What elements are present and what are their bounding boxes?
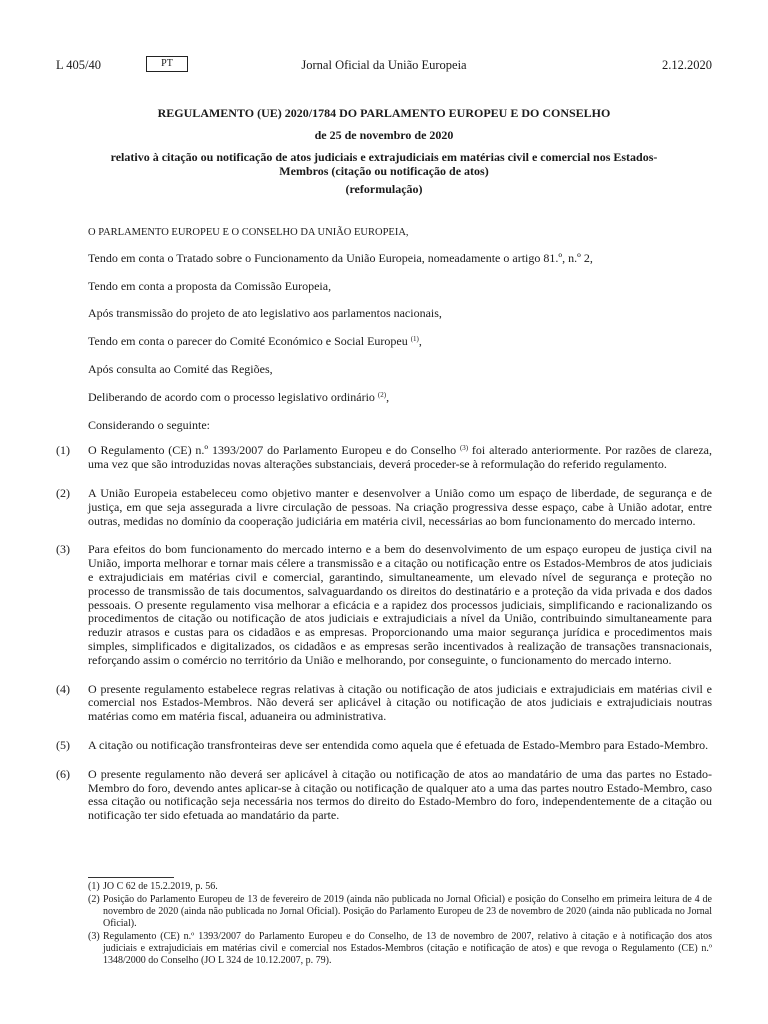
recital-text [88, 444, 712, 472]
recital-text: Para efeitos do bom funcionamento do mercado interno e a bem do desenvolvimento de um espaço europeu de justiça civil na União, importa melhorar e tornar mais célere a transmissão e a citação ou notificação entre os Estados-Membros de atos judiciais e extrajudiciais em matérias civil e comercial, garantindo, simultaneamente, um elevado nível de segurança e proteção no processo de transmissão de tais documentos, salvaguardando os direitos do destinatário e a proteção da vida privada e dos dados pessoais. O presente regulamento visa melhorar a eficácia e a rapidez dos processos judiciais, simplificando e racionalizando os procedimentos de citação ou notificação de atos judiciais e extrajudiciais a nível da União, contribuindo simultaneamente para reduzir atrasos e custas para os cidadãos e as empresas. Proporcionando uma maior segurança jurídica e procedimentos mais simples, simplificados e digitalizados, os cidadãos e as empresas serão incentivados à realização de transações transnacionais, reforçando assim o comércio no território da União e melhorando, por conseguinte, o funcionamento do mercado interno. [88, 542, 712, 667]
footnote-ref[interactable]: (2) [377, 390, 387, 399]
recital-text: A União Europeia estabeleceu como objetivo manter e desenvolver a União como um espaço de liberdade, de segurança e de justiça, em que seja assegurada a livre circulação de pessoas. Na criação progressiva desse espaço, cabe à União adotar, entre outras, medidas no domínio da cooperação judiciária em matéria civil, necessárias ao bom funcionamento do mercado interno. [88, 485, 712, 528]
page-reference: L 405/40 [56, 58, 102, 72]
footnote-number: (2) [88, 894, 100, 905]
language-badge: PT [146, 56, 188, 72]
footnote-divider [88, 877, 174, 878]
citation-text: Deliberando de acordo com o processo legislativo ordinário [88, 389, 375, 404]
footnote-text: Posição do Parlamento Europeu de 13 de fevereiro de 2019 (ainda não publicada no Jornal Oficial) e posição do Conselho em primeira leitura de 4 de novembro de 2020 (ainda não publicada no Jornal Oficial). Posição do Parlamento Europeu de 23 de novembro de 2020 (ainda não publicada no Jornal Oficial). [103, 894, 712, 929]
citation-tail: , [386, 389, 390, 404]
footnote-text: JO C 62 de 15.2.2019, p. 56. [103, 881, 218, 892]
citation-text: Tendo em conta o parecer do Comité Económico e Social Europeu [88, 334, 408, 349]
considering-heading: Considerando o seguinte: [88, 417, 210, 432]
recital-number: (2) [56, 485, 70, 500]
journal-title: Jornal Oficial da União Europeia [301, 58, 467, 72]
recital [56, 487, 712, 528]
recital-text: O presente regulamento não deverá ser aplicável à citação ou notificação de atos ao mandatário de uma das partes no Estado-Membro do foro, devendo antes aplicar-se à citação ou notificação de qualquer ato a uma das partes noutro Estado-Membro, caso essa citação ou notificação seja necessária nos termos do direito do Estado-Membro do foro, independentemente de a citação ou notificação ter sido efetuada ao mandatário da parte. [88, 766, 712, 823]
recital-number: (4) [56, 681, 70, 696]
recital [56, 543, 712, 667]
citation [88, 335, 712, 349]
footnotes [88, 881, 712, 968]
footnote-ref[interactable]: (3) [459, 444, 469, 453]
citation-tail: , [418, 334, 422, 349]
recital-text: A citação ou notificação transfronteiras deve ser entendida como aquela que é efetuada de Estado-Membro para Estado-Membro. [88, 737, 709, 752]
regulation-subject: relativo à citação ou notificação de atos judiciais e extrajudiciais em matérias civil e comercial nos Estados-Membros (citação ou notificação de atos) [110, 150, 658, 178]
recital-text-part: foi alterado anteriormente. Por razões de clareza, uma vez que são introduzidas novas alterações substanciais, deverá proceder-se à reformulação do referido regulamento. [88, 443, 712, 472]
regulation-date: de 25 de novembro de 2020 [314, 128, 454, 142]
regulation-title-block [88, 106, 680, 196]
recital-number: (6) [56, 766, 70, 781]
recital-number: (1) [56, 443, 70, 458]
recital-number: (3) [56, 542, 70, 557]
recital-number: (5) [56, 737, 70, 752]
footnote-ref[interactable]: (1) [410, 335, 419, 344]
footnote [88, 894, 712, 930]
footnote-number: (1) [88, 881, 100, 892]
footnote [88, 931, 712, 967]
citation: Tendo em conta o Tratado sobre o Funcionamento da União Europeia, nomeadamente o artigo 81.º, n.º 2, [88, 250, 593, 265]
citation: Após transmissão do projeto de ato legislativo aos parlamentos nacionais, [88, 306, 442, 321]
recital [56, 444, 712, 472]
regulation-recast-label: (reformulação) [345, 182, 423, 196]
citation: Tendo em conta a proposta da Comissão Europeia, [88, 278, 332, 293]
enacting-intro: O PARLAMENTO EUROPEU E O CONSELHO DA UNIÃO EUROPEIA, [88, 227, 409, 238]
recital [56, 739, 712, 753]
journal-header [56, 58, 712, 74]
recital-text: O presente regulamento estabelece regras relativas à citação ou notificação de atos judiciais e extrajudiciais em matérias civil e comercial nos Estados-Membros. Não deverá ser aplicável à citação ou notificação de atos judiciais e extrajudiciais noutras matérias como em matéria fiscal, aduaneira ou administrativa. [88, 681, 712, 724]
footnote-text: Regulamento (CE) n.º 1393/2007 do Parlamento Europeu e do Conselho, de 13 de novembro de 2007, relativo à citação e à notificação dos atos judiciais e extrajudiciais em matérias civil e comercial nos Estados-Membros (citação e notificação de atos) e que revoga o Regulamento (CE) n.º 1348/2000 do Conselho (JO L 324 de 10.12.2007, p. 79). [103, 931, 712, 966]
recital [56, 683, 712, 724]
regulation-title: REGULAMENTO (UE) 2020/1784 DO PARLAMENTO EUROPEU E DO CONSELHO [157, 106, 611, 120]
citation: Após consulta ao Comité das Regiões, [88, 361, 273, 376]
publication-date: 2.12.2020 [662, 58, 712, 72]
citation [88, 391, 712, 405]
recital [56, 768, 712, 823]
recital-text-part: O Regulamento (CE) n.º 1393/2007 do Parlamento Europeu e do Conselho [88, 443, 460, 458]
document-body [56, 226, 712, 838]
footnote-number: (3) [88, 931, 100, 942]
footnote [88, 881, 712, 893]
